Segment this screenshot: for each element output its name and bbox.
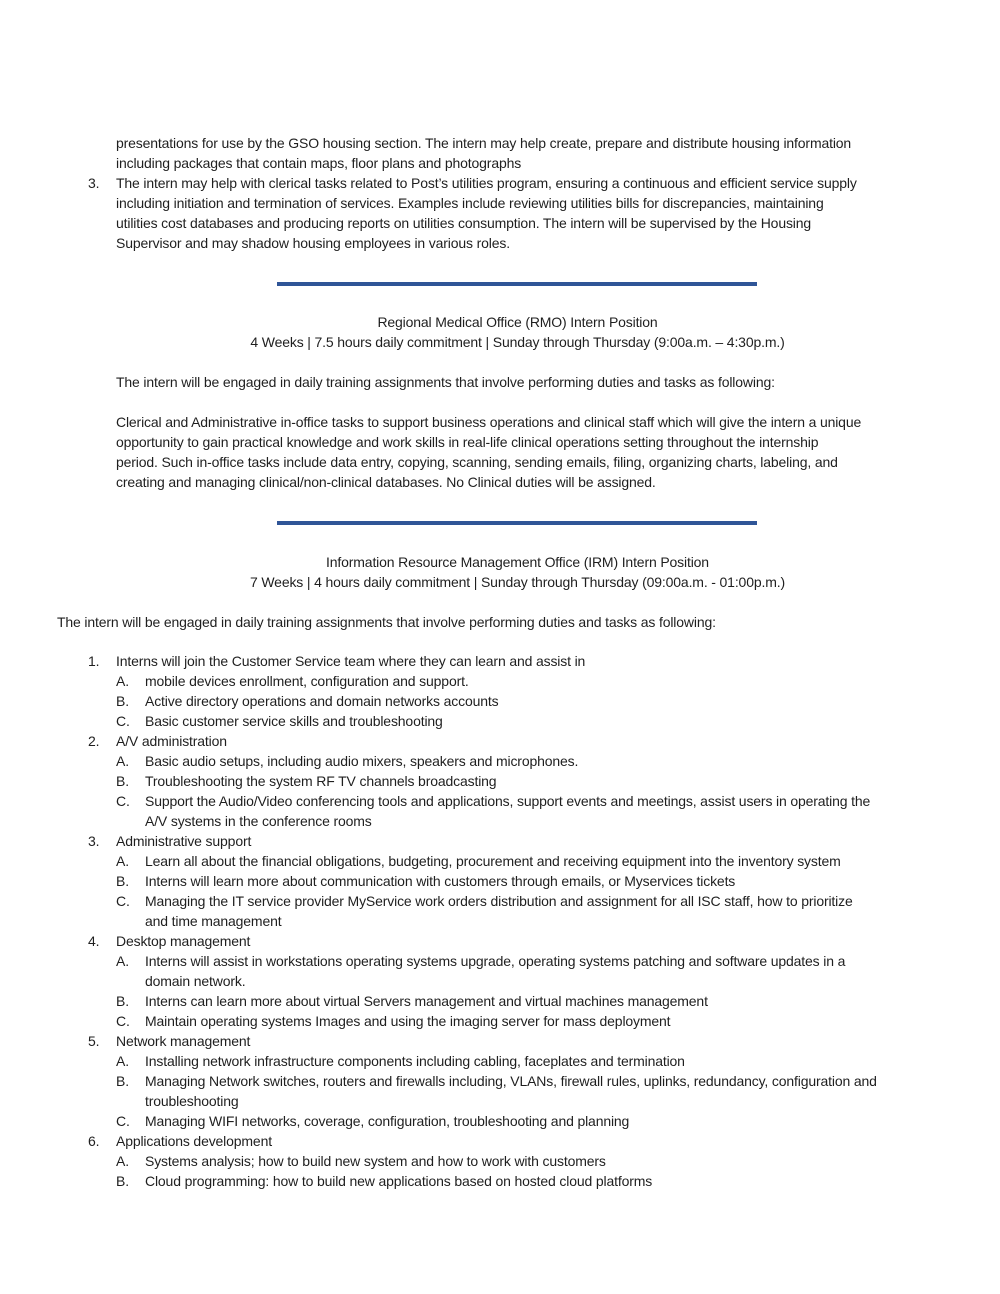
sub-letter: A.	[116, 1153, 129, 1169]
list-item-label: A/V administration	[116, 733, 227, 749]
sub-item: Systems analysis; how to build new system and how to work with customers	[145, 1153, 606, 1169]
sub-item: Troubleshooting the system RF TV channels broadcasting	[145, 773, 497, 789]
sub-item: troubleshooting	[145, 1093, 239, 1109]
section-divider	[277, 282, 757, 286]
paragraph-line: presentations for use by the GSO housing section. The intern may help create, prepare and distribute housing information	[116, 135, 852, 151]
irm-intro: The intern will be engaged in daily training assignments that involve performing duties and tasks as following:	[57, 614, 716, 630]
sub-item: Interns will learn more about communication with customers through emails, or Myservices tickets	[145, 873, 736, 889]
list-item-label: Interns will join the Customer Service team where they can learn and assist in	[116, 653, 586, 669]
list-item-label: Administrative support	[116, 833, 252, 849]
sub-letter: A.	[116, 1053, 129, 1069]
sub-letter: A.	[116, 673, 129, 689]
sub-letter: B.	[116, 1073, 129, 1089]
sub-item: Basic audio setups, including audio mixers, speakers and microphones.	[145, 753, 579, 769]
list-item-label: Desktop management	[116, 933, 251, 949]
list-number: 3.	[88, 175, 100, 191]
rmo-intro: The intern will be engaged in daily training assignments that involve performing duties and tasks as following:	[116, 374, 775, 390]
paragraph-line: Clerical and Administrative in-office tasks to support business operations and clinical staff which will give the intern a unique	[116, 414, 862, 430]
sub-letter: C.	[116, 893, 130, 909]
sub-item: mobile devices enrollment, configuration and support.	[145, 673, 469, 689]
sub-item: Maintain operating systems Images and using the imaging server for mass deployment	[145, 1013, 671, 1029]
sub-item: Interns can learn more about virtual Servers management and virtual machines management	[145, 993, 708, 1009]
list-item-label: Network management	[116, 1033, 251, 1049]
paragraph-line: period. Such in-office tasks include data entry, copying, scanning, sending emails, filing, organizing charts, labeling, and	[116, 454, 838, 470]
sub-letter: C.	[116, 793, 130, 809]
section-divider	[277, 521, 757, 525]
paragraph-line: opportunity to gain practical knowledge and work skills in real-life clinical operations setting throughout the internship	[116, 434, 819, 450]
paragraph-line: including packages that contain maps, floor plans and photographs	[116, 155, 522, 171]
sub-item: Learn all about the financial obligations, budgeting, procurement and receiving equipment into the inventory system	[145, 853, 841, 869]
sub-letter: C.	[116, 713, 130, 729]
paragraph-line: creating and managing clinical/non-clinical databases. No Clinical duties will be assigned.	[116, 474, 656, 490]
list-number: 4.	[88, 933, 100, 949]
sub-item: Managing Network switches, routers and firewalls including, VLANs, firewall rules, uplinks, redundancy, configuration and	[145, 1073, 877, 1089]
sub-item: Managing WIFI networks, coverage, configuration, troubleshooting and planning	[145, 1113, 630, 1129]
paragraph-line: utilities cost databases and producing reports on utilities consumption. The intern will be supervised by the Housing	[116, 215, 812, 231]
sub-item: Active directory operations and domain networks accounts	[145, 693, 499, 709]
sub-item: Interns will assist in workstations operating systems upgrade, operating systems patching and software updates in a	[145, 953, 846, 969]
sub-letter: A.	[116, 953, 129, 969]
sub-letter: C.	[116, 1113, 130, 1129]
list-number: 3.	[88, 833, 100, 849]
list-number: 6.	[88, 1133, 100, 1149]
sub-letter: B.	[116, 993, 129, 1009]
paragraph-line: The intern may help with clerical tasks related to Post’s utilities program, ensuring a continuous and efficient service supply	[116, 175, 857, 191]
paragraph-line: including initiation and termination of services. Examples include reviewing utilities bills for discrepancies, maintaining	[116, 195, 824, 211]
sub-item: Managing the IT service provider MyService work orders distribution and assignment for all ISC staff, how to prioritize	[145, 893, 853, 909]
list-number: 5.	[88, 1033, 100, 1049]
sub-item: A/V systems in the conference rooms	[145, 813, 372, 829]
sub-letter: B.	[116, 1173, 129, 1189]
sub-item: Basic customer service skills and troubleshooting	[145, 713, 443, 729]
sub-item: Cloud programming: how to build new applications based on hosted cloud platforms	[145, 1173, 653, 1189]
sub-letter: A.	[116, 753, 129, 769]
sub-letter: B.	[116, 873, 129, 889]
list-item-label: Applications development	[116, 1133, 272, 1149]
paragraph-line: Supervisor and may shadow housing employees in various roles.	[116, 235, 510, 251]
sub-item: Installing network infrastructure components including cabling, faceplates and termination	[145, 1053, 685, 1069]
rmo-title: Regional Medical Office (RMO) Intern Position	[377, 314, 658, 330]
list-number: 2.	[88, 733, 100, 749]
sub-letter: C.	[116, 1013, 130, 1029]
sub-letter: B.	[116, 773, 129, 789]
irm-title: Information Resource Management Office (IRM) Intern Position	[326, 554, 709, 570]
rmo-subtitle: 4 Weeks | 7.5 hours daily commitment | Sunday through Thursday (9:00a.m. – 4:30p.m.)	[250, 334, 785, 350]
sub-item: and time management	[145, 913, 282, 929]
sub-letter: B.	[116, 693, 129, 709]
list-number: 1.	[88, 653, 100, 669]
irm-subtitle: 7 Weeks | 4 hours daily commitment | Sunday through Thursday (09:00a.m. - 01:00p.m.)	[250, 574, 785, 590]
sub-item: domain network.	[145, 973, 246, 989]
sub-letter: A.	[116, 853, 129, 869]
sub-item: Support the Audio/Video conferencing tools and applications, support events and meetings, assist users in operating the	[145, 793, 871, 809]
